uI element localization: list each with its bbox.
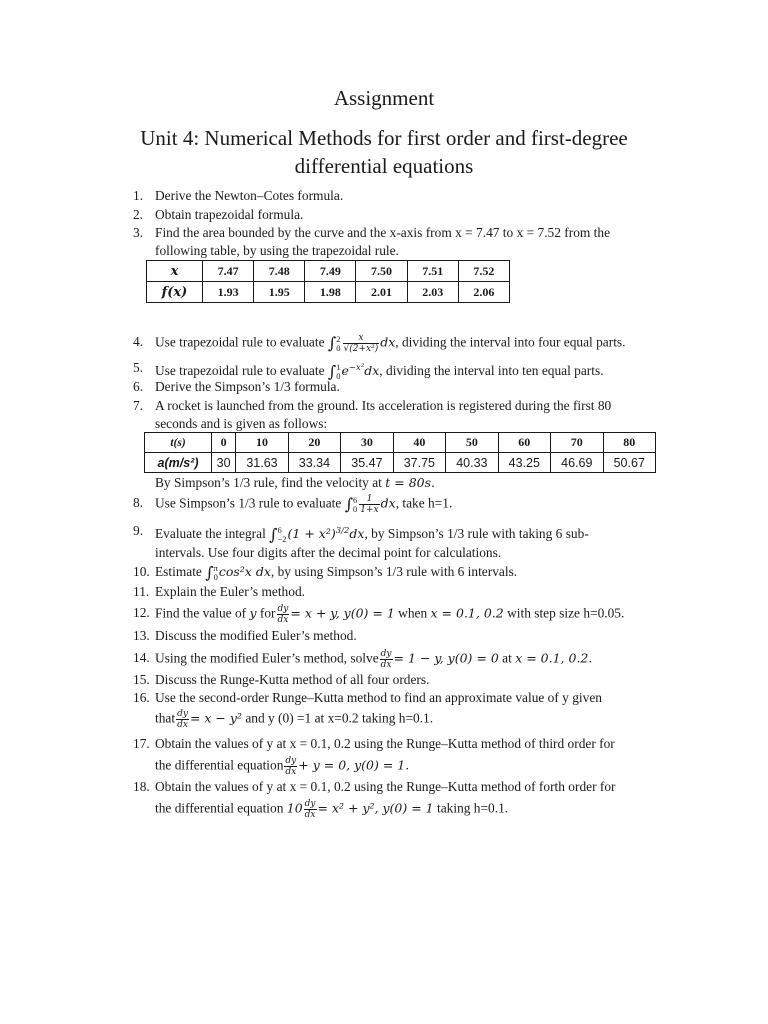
question-text: Use trapezoidal rule to evaluate <box>155 334 325 350</box>
question-text: By Simpson’s 1/3 rule, find the velocity at <box>155 475 382 490</box>
question-text: Evaluate the integral <box>155 526 266 542</box>
integral-symbol: ∫ <box>344 494 354 514</box>
math-expression: $e^{-x^2}dx$ <box>341 363 380 379</box>
table-cell: 60 <box>498 433 550 453</box>
math-expression: = x² + y², y(0) = 1 <box>317 800 434 816</box>
math-expression: = x + y, y(0) = 1 <box>290 605 395 621</box>
math-expression: y <box>249 605 257 621</box>
question-text: Use trapezoidal rule to evaluate <box>155 363 325 379</box>
question-number: 5. <box>133 360 144 375</box>
unit-heading-line-2: differential equations <box>294 154 474 178</box>
fraction: $\frac{dy}{dx}$ <box>304 799 316 820</box>
table-header-cell: x <box>147 261 203 282</box>
question-14 <box>133 649 653 670</box>
question-3 <box>133 224 653 260</box>
table-cell: 46.69 <box>551 453 603 473</box>
question-number: 8. <box>133 495 144 510</box>
question-text: that <box>155 710 176 726</box>
question-line: Obtain the values of y at x = 0.1, 0.2 using the Runge–Kutta method of third order for <box>155 736 615 751</box>
integral-symbol: ∫ <box>205 563 214 582</box>
table-row <box>145 453 656 473</box>
question-text: taking h=0.1. <box>436 800 509 816</box>
table-header-cell: a(m/s²) <box>145 453 212 473</box>
question-2 <box>133 206 653 224</box>
table-cell: 37.75 <box>393 453 445 473</box>
question-text: Discuss the Runge-Kutta method of all four orders. <box>155 672 430 687</box>
fraction: $\frac{dy}{dx}$ <box>285 756 297 777</box>
question-9 <box>133 522 653 562</box>
table-cell: 80 <box>603 433 656 453</box>
question-text: , take h=1. <box>395 495 453 511</box>
question-10 <box>133 563 653 582</box>
math-expression: dx <box>380 334 396 350</box>
question-text: Derive the Newton–Cotes formula. <box>155 188 344 203</box>
table-cell: 7.47 <box>203 261 254 282</box>
question-text: Explain the Euler’s method. <box>155 584 305 599</box>
integral-symbol: ∫ <box>327 362 337 382</box>
question-number: 9. <box>133 523 144 538</box>
integral-limits: 1 0 <box>336 362 341 382</box>
table-cell: 2.01 <box>356 282 407 303</box>
table-cell: 2.06 <box>458 282 509 303</box>
question-text: Derive the Simpson’s 1/3 formula. <box>155 379 340 394</box>
table-cell: 1.95 <box>254 282 305 303</box>
table-header-cell: t(s) <box>145 433 212 453</box>
question-6 <box>133 378 653 396</box>
math-expression: = x − y² <box>189 710 242 726</box>
question-text: , by Simpson’s 1/3 rule with taking 6 sub- <box>364 526 589 542</box>
question-line: Find the area bounded by the curve and the x-axis from x = 7.47 to x = 7.52 from the <box>155 225 611 240</box>
question-number: 1. <box>133 188 144 203</box>
question-7 <box>133 397 653 433</box>
math-expression: x = 0.1, 0.2 <box>430 605 504 621</box>
table-cell: 33.34 <box>288 453 340 473</box>
table-cell: 40 <box>393 433 445 453</box>
question-text: Using the modified Euler’s method, solve <box>155 650 379 666</box>
question-line: Obtain the values of y at x = 0.1, 0.2 using the Runge–Kutta method of forth order for <box>155 779 616 794</box>
question-text: and y (0) =1 at x=0.2 taking h=0.1. <box>245 710 434 726</box>
question-number: 10. <box>133 564 150 579</box>
table-cell: 43.25 <box>498 453 550 473</box>
question-number: 6. <box>133 379 144 394</box>
question-8 <box>133 494 653 515</box>
table-row <box>147 261 510 282</box>
trapezoid-data-table <box>146 260 510 303</box>
table-cell: 10 <box>236 433 288 453</box>
page-title: Assignment <box>333 86 435 110</box>
question-text <box>155 224 653 260</box>
question-text: the differential equation <box>155 800 284 816</box>
unit-heading <box>0 124 768 180</box>
math-expression: x = 0.1, 0.2. <box>515 650 593 666</box>
question-text: Estimate <box>155 564 202 579</box>
integral-symbol: ∫ <box>327 333 337 353</box>
question-number: 2. <box>133 207 144 222</box>
question-text: Obtain trapezoidal formula. <box>155 207 304 222</box>
table-header-cell: f(x) <box>147 282 203 303</box>
question-number: 13. <box>133 628 150 643</box>
fraction: $\frac{1}{1+x}$ <box>360 494 379 515</box>
rocket-acceleration-table <box>144 432 656 473</box>
math-expression: cos²x dx <box>218 564 271 579</box>
integral-limits: 2 0 <box>336 333 341 353</box>
question-text: the differential equation <box>155 757 284 773</box>
question-number: 4. <box>133 334 144 349</box>
question-number: 15. <box>133 672 150 687</box>
question-text: , dividing the interval into ten equal parts. <box>379 363 604 379</box>
question-line: seconds and is given as follows: <box>155 416 328 431</box>
table-cell: 20 <box>288 433 340 453</box>
table-cell: 0 <box>212 433 236 453</box>
integral-limits: 6 −2 <box>277 525 287 545</box>
fraction: $\frac{dy}{dx}$ <box>177 709 188 730</box>
table-cell: 40.33 <box>446 453 498 473</box>
table-cell: 2.03 <box>407 282 458 303</box>
table-cell: 1.93 <box>203 282 254 303</box>
table-cell: 7.49 <box>305 261 356 282</box>
question-text: at <box>502 650 512 666</box>
integral-symbol: ∫ <box>269 525 278 545</box>
question-12: 12. Find the value of y for $\frac{dy}{dx}$ = x + y, y(0) = 1 when x = 0.1, 0.2 with step size h=0.05. <box>133 604 625 625</box>
question-1 <box>133 187 653 205</box>
integral-limits: π 0 <box>213 562 218 582</box>
table-cell: 31.63 <box>236 453 288 473</box>
question-11 <box>133 583 653 601</box>
math-expression: + y = 0, y(0) = 1. <box>298 757 410 773</box>
question-line: following table, by using the trapezoidal rule. <box>155 243 399 258</box>
table-cell: 35.47 <box>341 453 393 473</box>
question-4 <box>133 333 653 354</box>
question-7-followup <box>133 474 653 492</box>
question-text: when <box>398 605 428 621</box>
unit-heading-line-1: Unit 4: Numerical Methods for first order and first-degree <box>140 126 628 150</box>
table-cell: 1.98 <box>305 282 356 303</box>
question-16 <box>133 689 653 730</box>
table-cell: 50.67 <box>603 453 656 473</box>
question-number: 12. <box>133 605 150 620</box>
fraction: $\frac{dy}{dx}$ <box>380 649 392 670</box>
table-row <box>145 433 656 453</box>
math-expression: t = 80s. <box>385 475 435 490</box>
table-cell: 50 <box>446 433 498 453</box>
math-expression: dx <box>380 495 396 511</box>
question-number: 7. <box>133 398 144 413</box>
table-cell: 7.50 <box>356 261 407 282</box>
question-15 <box>133 671 653 689</box>
table-cell: 70 <box>551 433 603 453</box>
table-cell: 30 <box>212 453 236 473</box>
table-cell: 30 <box>341 433 393 453</box>
question-text: , dividing the interval into four equal parts. <box>395 334 626 350</box>
question-text: with step size h=0.05. <box>507 605 625 621</box>
question-number: 18. <box>133 779 150 794</box>
table-cell: 7.51 <box>407 261 458 282</box>
math-expression: $(1 + x^2)^{3/2}dx$ <box>287 526 365 542</box>
question-line: Use the second-order Runge–Kutta method to find an approximate value of y given <box>155 690 602 705</box>
question-text: Find the value of <box>155 605 247 621</box>
question-line: A rocket is launched from the ground. Its acceleration is registered during the first 80 <box>155 398 612 413</box>
question-18 <box>133 778 653 820</box>
question-number: 14. <box>133 650 150 665</box>
table-cell: 7.52 <box>458 261 509 282</box>
question-text: Use Simpson’s 1/3 rule to evaluate <box>155 495 342 511</box>
question-number: 16. <box>133 690 150 705</box>
question-13 <box>133 627 653 645</box>
question-number: 11. <box>133 584 150 599</box>
question-number: 3. <box>133 225 144 240</box>
math-expression: 10 <box>286 800 303 816</box>
integral-limits: 6 0 <box>353 494 358 514</box>
question-17 <box>133 735 653 777</box>
math-expression: = 1 − y, y(0) = 0 <box>393 650 499 666</box>
table-cell: 7.48 <box>254 261 305 282</box>
question-text: , by using Simpson’s 1/3 rule with 6 intervals. <box>270 564 518 579</box>
question-number: 17. <box>133 736 150 751</box>
question-text: Discuss the modified Euler’s method. <box>155 628 357 643</box>
question-line: intervals. Use four digits after the decimal point for calculations. <box>155 545 502 561</box>
fraction: $\frac{dy}{dx}$ <box>277 604 289 625</box>
fraction: $\frac{x}{\text{√(2+x²)}}$ <box>343 333 379 354</box>
table-row <box>147 282 510 303</box>
